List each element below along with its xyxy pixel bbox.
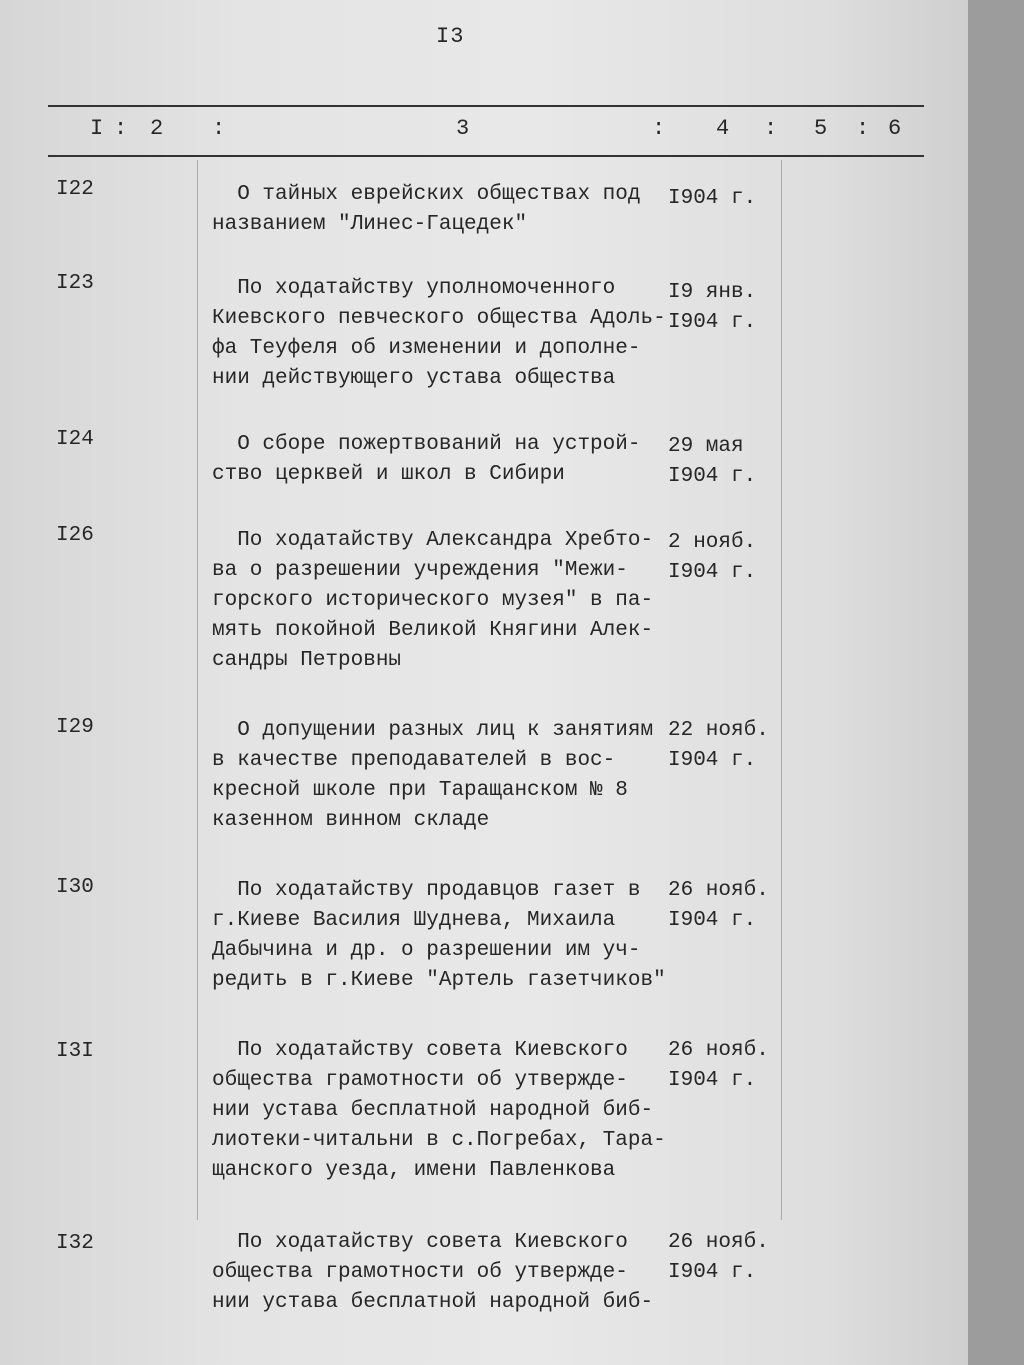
entry-number: I30: [56, 876, 94, 899]
column-separator: :: [114, 116, 128, 141]
entry-description: О сборе пожертвований на устрой- ство церквей и школ в Сибири: [212, 433, 641, 486]
column-separator: :: [764, 116, 778, 141]
column-header-1: I: [90, 116, 104, 141]
entry-description: О тайных еврейских обществах под названием "Линес-Гацедек": [212, 183, 641, 236]
entry-number: I24: [56, 428, 94, 451]
entry-description: По ходатайству совета Киевского общества грамотности об утвержде- нии устава бесплатной народной биб- лиотеки-читальни в с.Погребах, Тара- щанского уезда, имени Павленкова: [212, 1039, 666, 1182]
column-header-3: 3: [456, 116, 470, 141]
column-divider: [781, 160, 782, 1220]
column-header-5: 5: [814, 116, 828, 141]
entry-date: 26 нояб. I904 г.: [668, 1039, 769, 1092]
column-header-6: 6: [888, 116, 902, 141]
entry-description: По ходатайству уполномоченного Киевского певческого общества Адоль- фа Теуфеля об изменении и дополне- нии действующего устава общества: [212, 277, 666, 390]
entry-date: 29 мая I904 г.: [668, 435, 757, 488]
entry-date: I904 г.: [668, 187, 757, 210]
entry-number: I22: [56, 178, 94, 201]
header-bottom-rule: [48, 155, 924, 157]
page-number: I3: [436, 24, 465, 49]
column-header-2: 2: [150, 116, 164, 141]
entry-description: По ходатайству Александра Хребто- ва о разрешении учреждения "Межи- горского исторического музея" в па- мять покойной Великой Княгини Алек- сандры Петровны: [212, 529, 654, 672]
entry-number: I32: [56, 1232, 94, 1255]
entry-number: I3I: [56, 1040, 94, 1063]
header-top-rule: [48, 105, 924, 107]
entry-date: 26 нояб. I904 г.: [668, 1231, 769, 1284]
column-divider: [197, 160, 198, 1220]
entry-description: По ходатайству совета Киевского общества грамотности об утвержде- нии устава бесплатной народной биб-: [212, 1231, 654, 1314]
column-separator: :: [652, 116, 666, 141]
entry-number: I26: [56, 524, 94, 547]
column-separator: :: [856, 116, 870, 141]
entry-description: По ходатайству продавцов газет в г.Киеве Василия Шуднева, Михаила Дабычина и др. о разрешении им уч- редить в г.Киеве "Артель газетчиков": [212, 879, 666, 992]
entry-date: I9 янв. I904 г.: [668, 281, 757, 334]
column-separator: :: [212, 116, 226, 141]
entry-number: I29: [56, 716, 94, 739]
entry-number: I23: [56, 272, 94, 295]
entry-date: 2 нояб. I904 г.: [668, 531, 757, 584]
entry-date: 26 нояб. I904 г.: [668, 879, 769, 932]
entry-description: О допущении разных лиц к занятиям в качестве преподавателей в вос- кресной школе при Таращанском № 8 казенном винном складе: [212, 719, 654, 832]
column-header-4: 4: [716, 116, 730, 141]
entry-date: 22 нояб. I904 г.: [668, 719, 769, 772]
